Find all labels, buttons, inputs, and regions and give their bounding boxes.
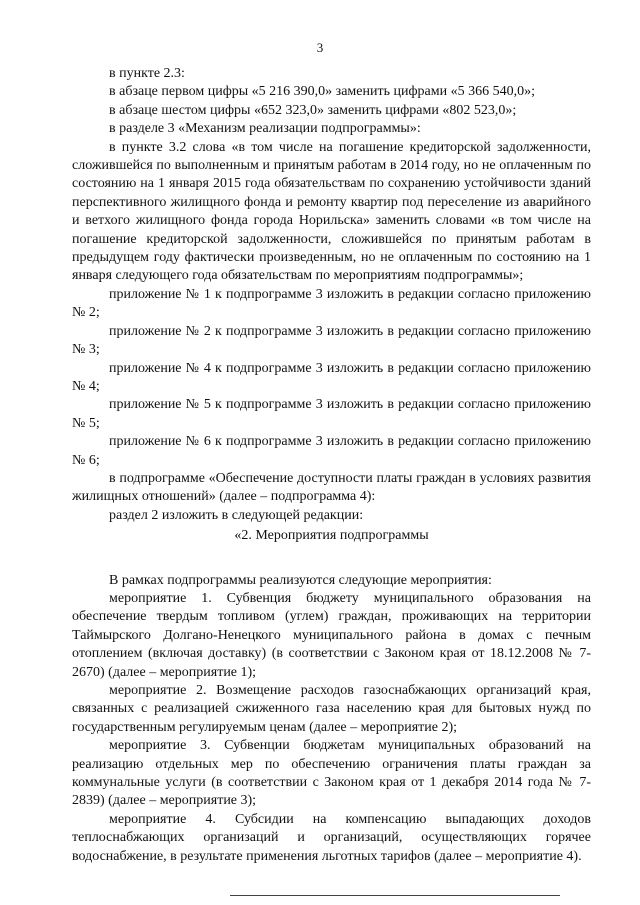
- bottom-rule: [230, 895, 560, 896]
- paragraph: В рамках подпрограммы реализуются следующие мероприятия:: [109, 572, 492, 588]
- page-number: 3: [316, 40, 324, 55]
- paragraph: мероприятие 3. Субвенции бюджетам муниципальных образований на реализацию отдельных мер по обеспечению ограничения платы граждан за коммунальные услуги (в соответствии с Законом края от 1 декабря 2014 года № 7-2839) (далее – мероприятие 3);: [72, 738, 591, 809]
- paragraph: приложение № 2 к подпрограмме 3 изложить в редакции согласно приложению № 3;: [72, 323, 591, 358]
- paragraph: приложение № 4 к подпрограмме 3 изложить в редакции согласно приложению № 4;: [72, 360, 591, 394]
- paragraph: приложение № 1 к подпрограмме 3 изложить в редакции согласно приложению № 2;: [72, 286, 591, 321]
- paragraph: в пункте 3.2 слова «в том числе на погашение кредиторской задолженности, сложившейся по выполненным и принятым работам в 2014 году, но не оплаченным по состоянию на 1 января 2015 года обязательствам по сохранению устойчивости зданий перспективного жилищного фонда и ремонту квартир под переселение из аварийного и ветхого жилищного фонда города Норильска» заменить словами «в том числе на погашение кредиторской задолженности, сложившейся по принятым работам в предыдущем году фактически произведенным, но не оплаченным по состоянию на 1 января следующего года обязательствам по мероприятиям подпрограммы»;: [72, 139, 591, 284]
- paragraph: мероприятие 2. Возмещение расходов газоснабжающих организаций края, связанных с реализацией сжиженного газа населению края для бытовых нужд по государственным регулируемым ценам (далее – мероприятие 2);: [72, 683, 591, 735]
- paragraph: в подпрограмме «Обеспечение доступности платы граждан в условиях развития жилищных отношений» (далее – подпрограмма 4):: [72, 470, 591, 505]
- document-body: [72, 65, 591, 866]
- paragraph: в разделе 3 «Механизм реализации подпрограммы»:: [109, 121, 421, 137]
- paragraph: приложение № 5 к подпрограмме 3 изложить в редакции согласно приложению № 5;: [72, 397, 591, 431]
- paragraph: мероприятие 4. Субсидии на компенсацию выпадающих доходов теплоснабжающих организаций и организаций, осуществляющих горячее водоснабжение, в результате применения льготных тарифов (далее – мероприятие 4).: [72, 811, 591, 864]
- paragraph: мероприятие 1. Субвенция бюджету муниципального образования на обеспечение твердым топливом (углем) граждан, проживающих на территории Таймырского Долгано-Ненецкого муниципального района в домах с печным отоплением (включая доставку) (в соответствии с Законом края от 18.12.2008 № 7-2670) (далее – мероприятие 1);: [72, 590, 591, 680]
- paragraph: в абзаце шестом цифры «652 323,0» заменить цифрами «802 523,0»;: [109, 102, 517, 118]
- paragraph: приложение № 6 к подпрограмме 3 изложить в редакции согласно приложению № 6;: [72, 434, 591, 468]
- paragraph: в пункте 2.3:: [109, 66, 185, 81]
- paragraph: в абзаце первом цифры «5 216 390,0» заменить цифрами «5 366 540,0»;: [109, 84, 535, 100]
- section-heading: «2. Мероприятия подпрограммы: [234, 528, 429, 544]
- paragraph: раздел 2 изложить в следующей редакции:: [109, 507, 364, 523]
